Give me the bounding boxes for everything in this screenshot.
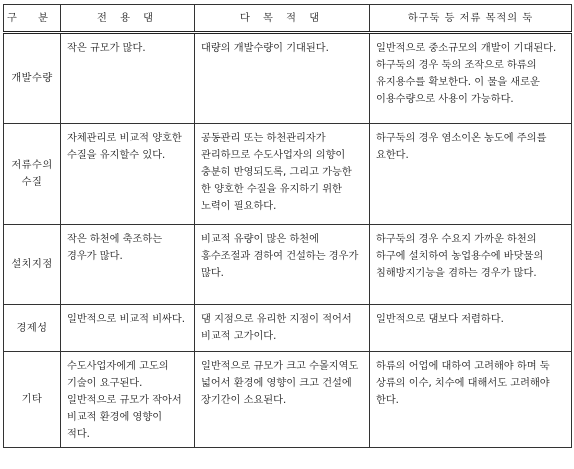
row-category: 기타 bbox=[4, 352, 61, 448]
cell-multipurpose bbox=[195, 33, 370, 124]
dam-comparison-table bbox=[3, 4, 572, 448]
table-body bbox=[4, 33, 572, 448]
table-row bbox=[4, 124, 572, 225]
cell-text: 자체관리로 비교적 양호한 수질을 유지할수 있다. bbox=[67, 133, 182, 161]
cell-text: 하구둑의 경우 수요지 가까운 하천의 하구에 설치하여 농업용수에 바닷물의 침해방지기능을 겸하는 경우가 많다. bbox=[376, 234, 544, 279]
row-category: 저류수의 수질 bbox=[4, 124, 61, 225]
cell-text: 일반적으로 중소규모의 개발이 기대된다. 하구둑의 경우 둑의 조작으로 하류의 유지용수를 확보한다. 이 물을 새로운 이용수량으로 사용이 가능하다. bbox=[376, 43, 557, 105]
cell-multipurpose bbox=[195, 225, 370, 305]
table-row bbox=[4, 33, 572, 124]
cell-multipurpose bbox=[195, 305, 370, 352]
cell-river bbox=[370, 225, 572, 305]
header-river-barrage: 하구둑 등 저류 목적의 둑 bbox=[370, 5, 572, 33]
cell-river bbox=[370, 124, 572, 225]
cell-river bbox=[370, 352, 572, 448]
cell-exclusive bbox=[61, 33, 195, 124]
cell-river bbox=[370, 33, 572, 124]
row-category: 설치지점 bbox=[4, 225, 61, 305]
cell-text: 일반적으로 비교적 비싸다. bbox=[67, 314, 185, 325]
cell-multipurpose bbox=[195, 124, 370, 225]
row-category: 개발수량 bbox=[4, 33, 61, 124]
cell-exclusive bbox=[61, 124, 195, 225]
header-exclusive-dam: 전 용 댐 bbox=[61, 5, 195, 33]
cell-text: 하류의 어업에 대하여 고려해야 하며 둑 상류의 이수, 치수에 대해서도 고려해야 한다. bbox=[376, 361, 550, 406]
cell-text: 작은 규모가 많다. bbox=[67, 43, 146, 54]
header-category: 구 분 bbox=[4, 5, 61, 33]
cell-exclusive bbox=[61, 305, 195, 352]
cell-text: 일반적으로 규모가 크고 수몰지역도 넓어서 환경에 영향이 크고 건설에 장기간이 소요된다. bbox=[201, 361, 359, 406]
table-row bbox=[4, 352, 572, 448]
cell-exclusive bbox=[61, 225, 195, 305]
table-row bbox=[4, 225, 572, 305]
header-multipurpose-dam: 다 목 적 댐 bbox=[195, 5, 370, 33]
cell-river bbox=[370, 305, 572, 352]
cell-text: 댐 지점으로 유리한 지점이 적어서 비교적 고가이다. bbox=[201, 314, 352, 342]
table-header bbox=[4, 5, 572, 33]
cell-text: 하구둑의 경우 염소이온 농도에 주의를 요한다. bbox=[376, 133, 547, 161]
cell-text: 일반적으로 댐보다 저렴하다. bbox=[376, 314, 504, 325]
cell-multipurpose bbox=[195, 352, 370, 448]
row-category: 경제성 bbox=[4, 305, 61, 352]
cell-text: 수도사업자에게 고도의 기술이 요구된다. 일반적으로 규모가 작아서 비교적 환경에 영향이 적다. bbox=[67, 361, 182, 440]
header-row bbox=[4, 5, 572, 33]
cell-text: 작은 하천에 축조하는 경우가 많다. bbox=[67, 234, 163, 262]
cell-exclusive bbox=[61, 352, 195, 448]
cell-text: 공동관리 또는 하천관리자가 관리하므로 수도사업자의 의향이 충분히 반영되도록, 그리고 가능한 한 양호한 수질을 유지하기 위한 노력이 필요하다. bbox=[201, 133, 352, 212]
table-row bbox=[4, 305, 572, 352]
cell-text: 대량의 개발수량이 기대된다. bbox=[201, 43, 329, 54]
cell-text: 비교적 유량이 많은 하천에 홍수조절과 겸하여 건설하는 경우가 많다. bbox=[201, 234, 359, 279]
